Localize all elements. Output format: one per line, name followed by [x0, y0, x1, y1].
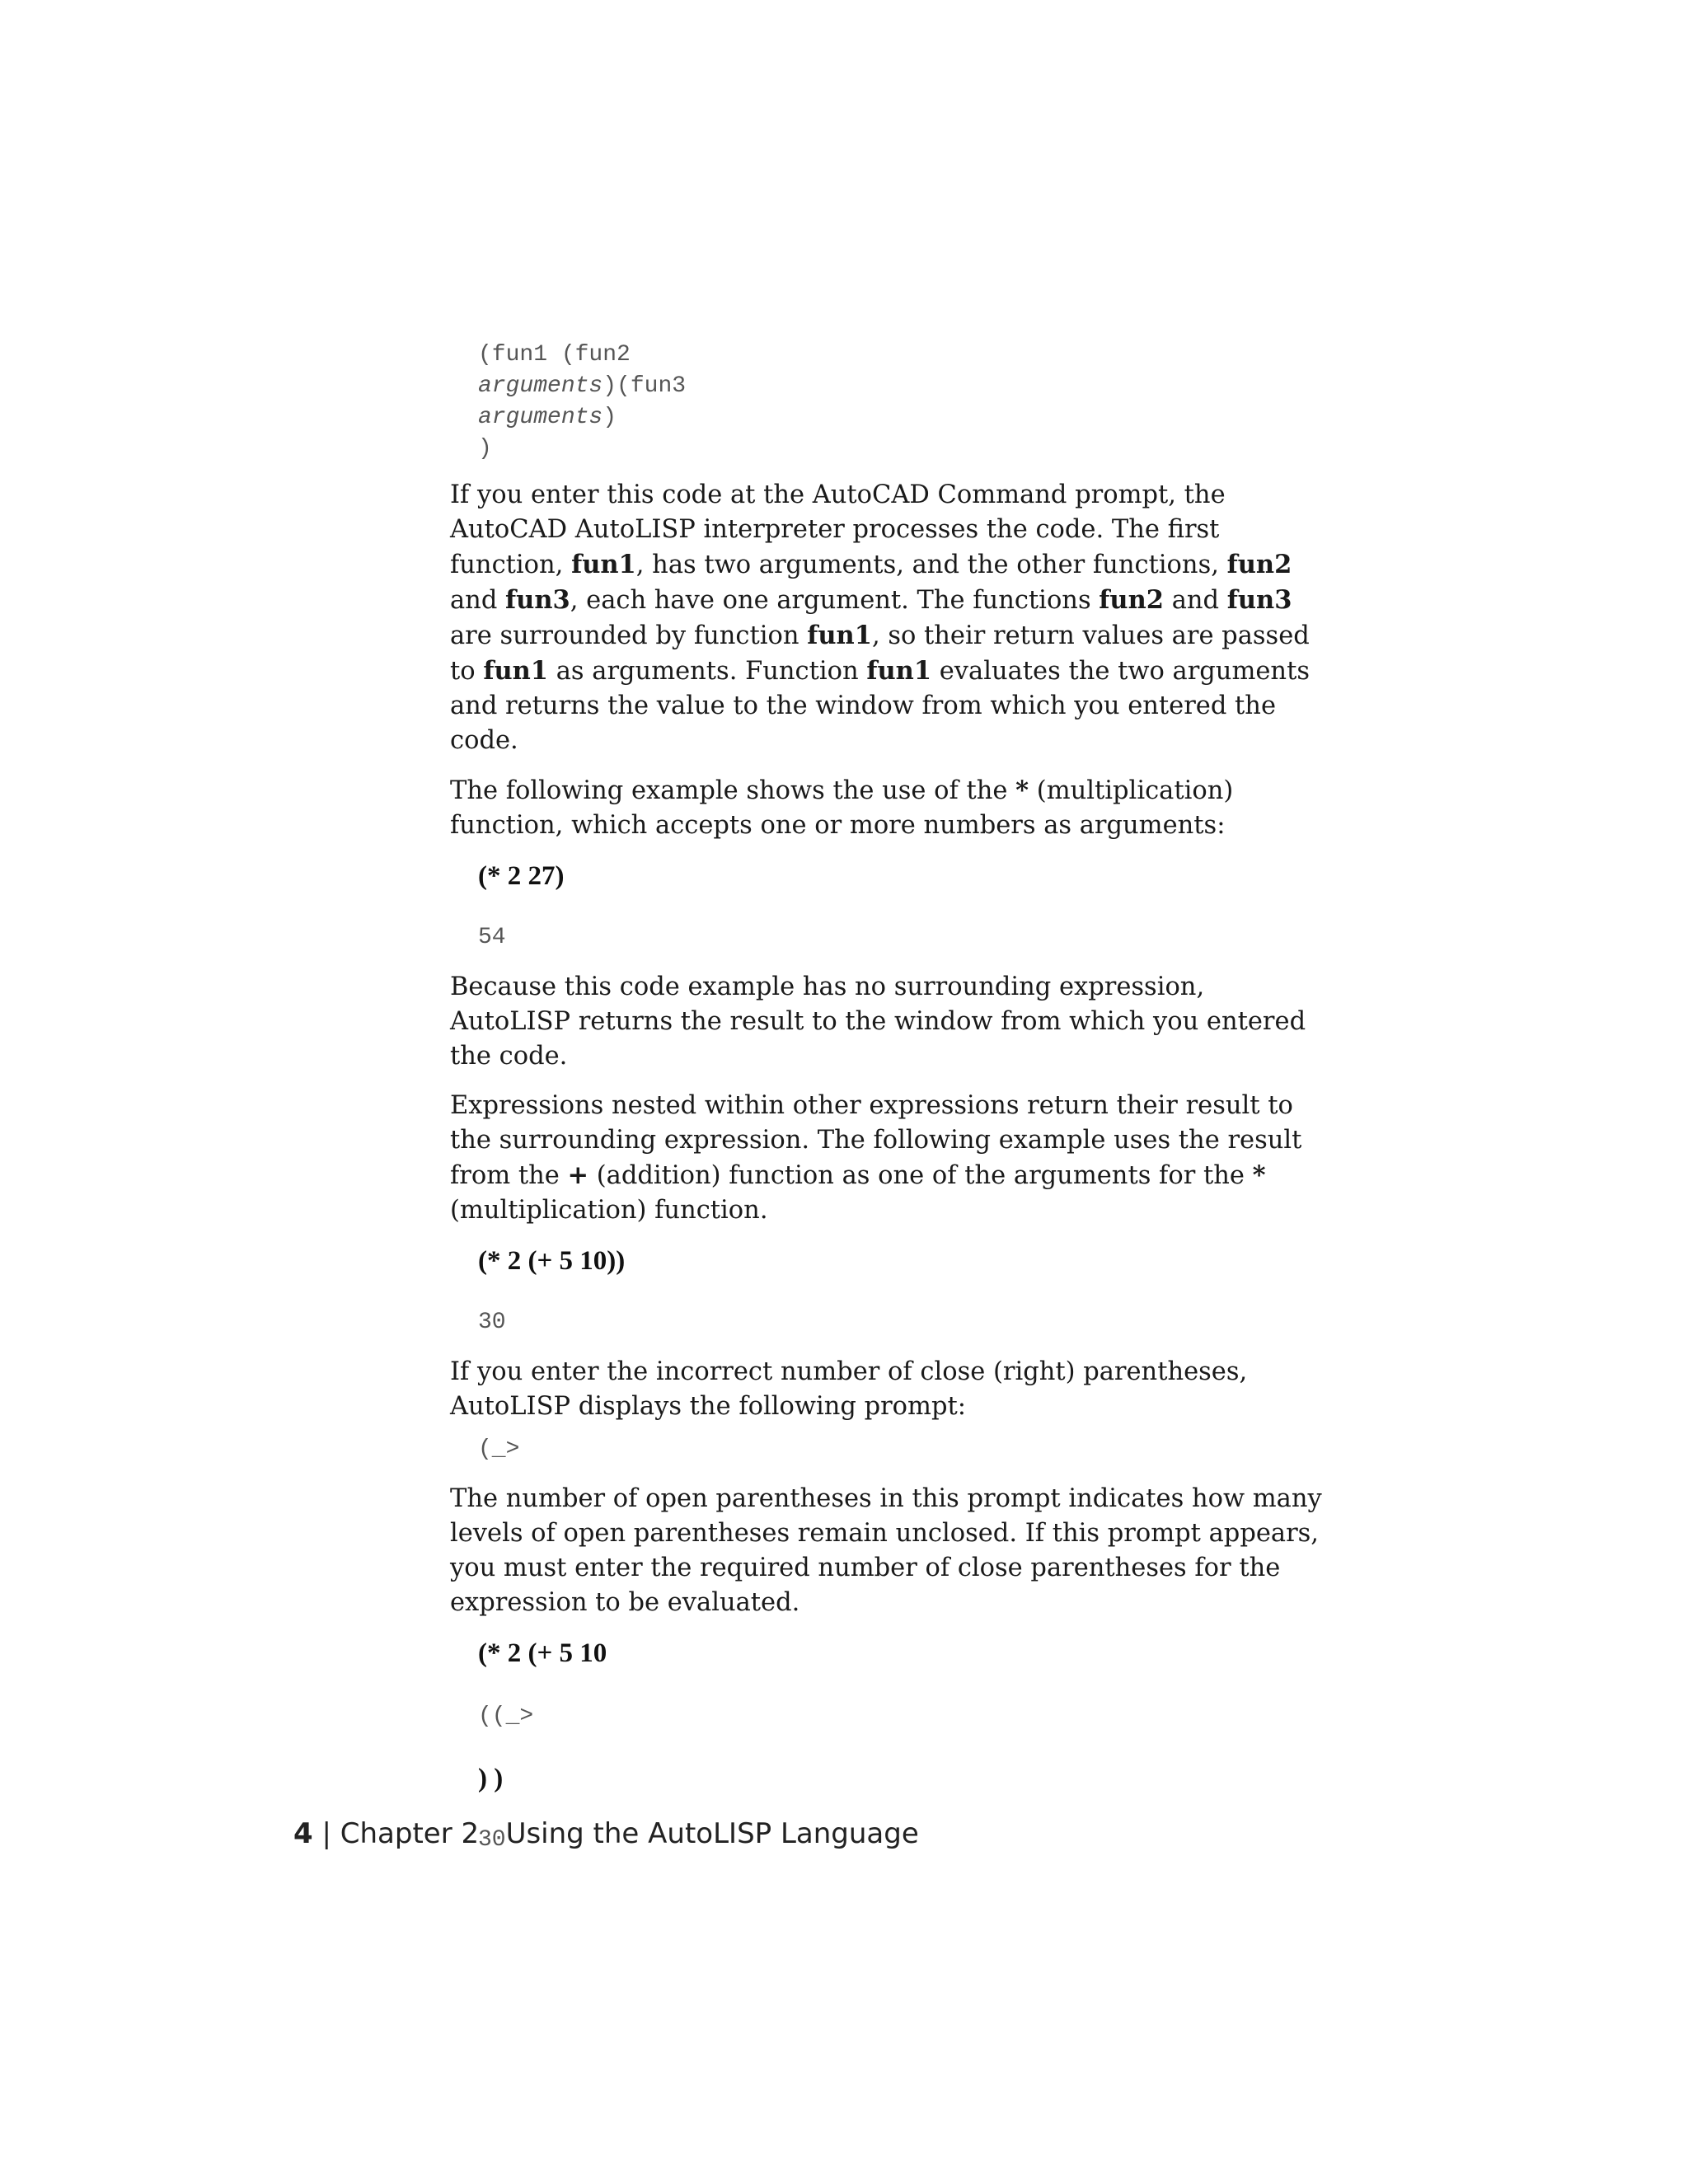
- text: (addition) function as one of the arguments for the: [588, 1161, 1253, 1190]
- prompt-display: (_>: [478, 1436, 520, 1462]
- operator: *: [1015, 776, 1029, 805]
- paragraph-no-surrounding: Because this code example has no surrounding expression, AutoLISP returns the result to the window from which you entered the code.: [450, 972, 1306, 1071]
- paragraph-open-parens: The number of open parentheses in this prompt indicates how many levels of open parentheses remain unclosed. If this prompt appears, you must enter the required number of close parentheses for the expression to be evaluated.: [450, 1484, 1322, 1617]
- text: (multiplication) function.: [450, 1196, 768, 1225]
- text: , so their return values are passed to: [450, 621, 1310, 686]
- function-name: fun2: [1226, 550, 1292, 579]
- example-input: (* 2 (+ 5 10)): [478, 1246, 626, 1276]
- example-output: 30: [478, 1310, 506, 1335]
- chapter-label: Chapter 2: [340, 1817, 480, 1850]
- function-name: fun1: [571, 550, 636, 579]
- function-name: fun3: [1226, 585, 1292, 615]
- text: Expressions nested within other expressions return their result to the surrounding expression. The following example uses the result from the: [450, 1091, 1302, 1190]
- text: as arguments. Function: [548, 657, 867, 686]
- paragraph-nested: [450, 1089, 1324, 1228]
- code-line: [478, 371, 1324, 402]
- chapter-title: Using the AutoLISP Language: [505, 1817, 919, 1850]
- function-name: fun1: [807, 621, 872, 650]
- code-line: (fun1 (fun2: [478, 342, 631, 368]
- chapter-gap: [479, 1817, 505, 1850]
- page-number: 4: [293, 1817, 313, 1850]
- text: (multiplication) function, which accepts one or more numbers as arguments:: [450, 776, 1234, 840]
- function-name: fun3: [505, 585, 570, 615]
- function-name: fun1: [866, 656, 932, 686]
- function-name: fun2: [1099, 585, 1164, 615]
- text: evaluates the two arguments and returns the value to the window from which you entered the code.: [450, 657, 1310, 755]
- text: , each have one argument. The functions: [570, 586, 1100, 615]
- code-block-syntax: [478, 340, 1324, 465]
- code-line: ): [478, 436, 492, 462]
- text: , has two arguments, and the other functions,: [635, 551, 1227, 579]
- example-output: 30: [478, 1827, 506, 1853]
- code-text: )(fun3: [603, 373, 687, 399]
- paragraph-interpreter: [450, 478, 1324, 758]
- function-name: fun1: [483, 656, 549, 686]
- example-input: (* 2 (+ 5 10: [478, 1638, 607, 1668]
- text: The following example shows the use of the: [450, 776, 1016, 805]
- text: If you enter this code at the AutoCAD Command prompt, the AutoCAD AutoLISP interpreter processes the code. The first function,: [450, 480, 1226, 579]
- page-content: [450, 340, 1324, 1856]
- text: and: [1164, 586, 1227, 615]
- footer-separator: |: [312, 1817, 340, 1850]
- example-output: 54: [478, 925, 506, 950]
- example-close-input: ) ): [478, 1764, 504, 1793]
- paragraph-multiplication: [450, 773, 1324, 843]
- text: are surrounded by function: [450, 621, 808, 650]
- prompt-display: ((_>: [478, 1704, 534, 1729]
- code-argument: arguments: [478, 405, 603, 430]
- paragraph-incorrect-parens: If you enter the incorrect number of close (right) parentheses, AutoLISP displays the following prompt:: [450, 1357, 1248, 1421]
- code-line: [478, 402, 1324, 434]
- page-footer: [293, 1817, 919, 1850]
- operator: *: [1252, 1160, 1266, 1190]
- text: and: [450, 586, 506, 615]
- example-input: (* 2 27): [478, 861, 565, 891]
- code-argument: arguments: [478, 373, 603, 399]
- operator: +: [567, 1160, 589, 1190]
- code-text: ): [603, 405, 617, 430]
